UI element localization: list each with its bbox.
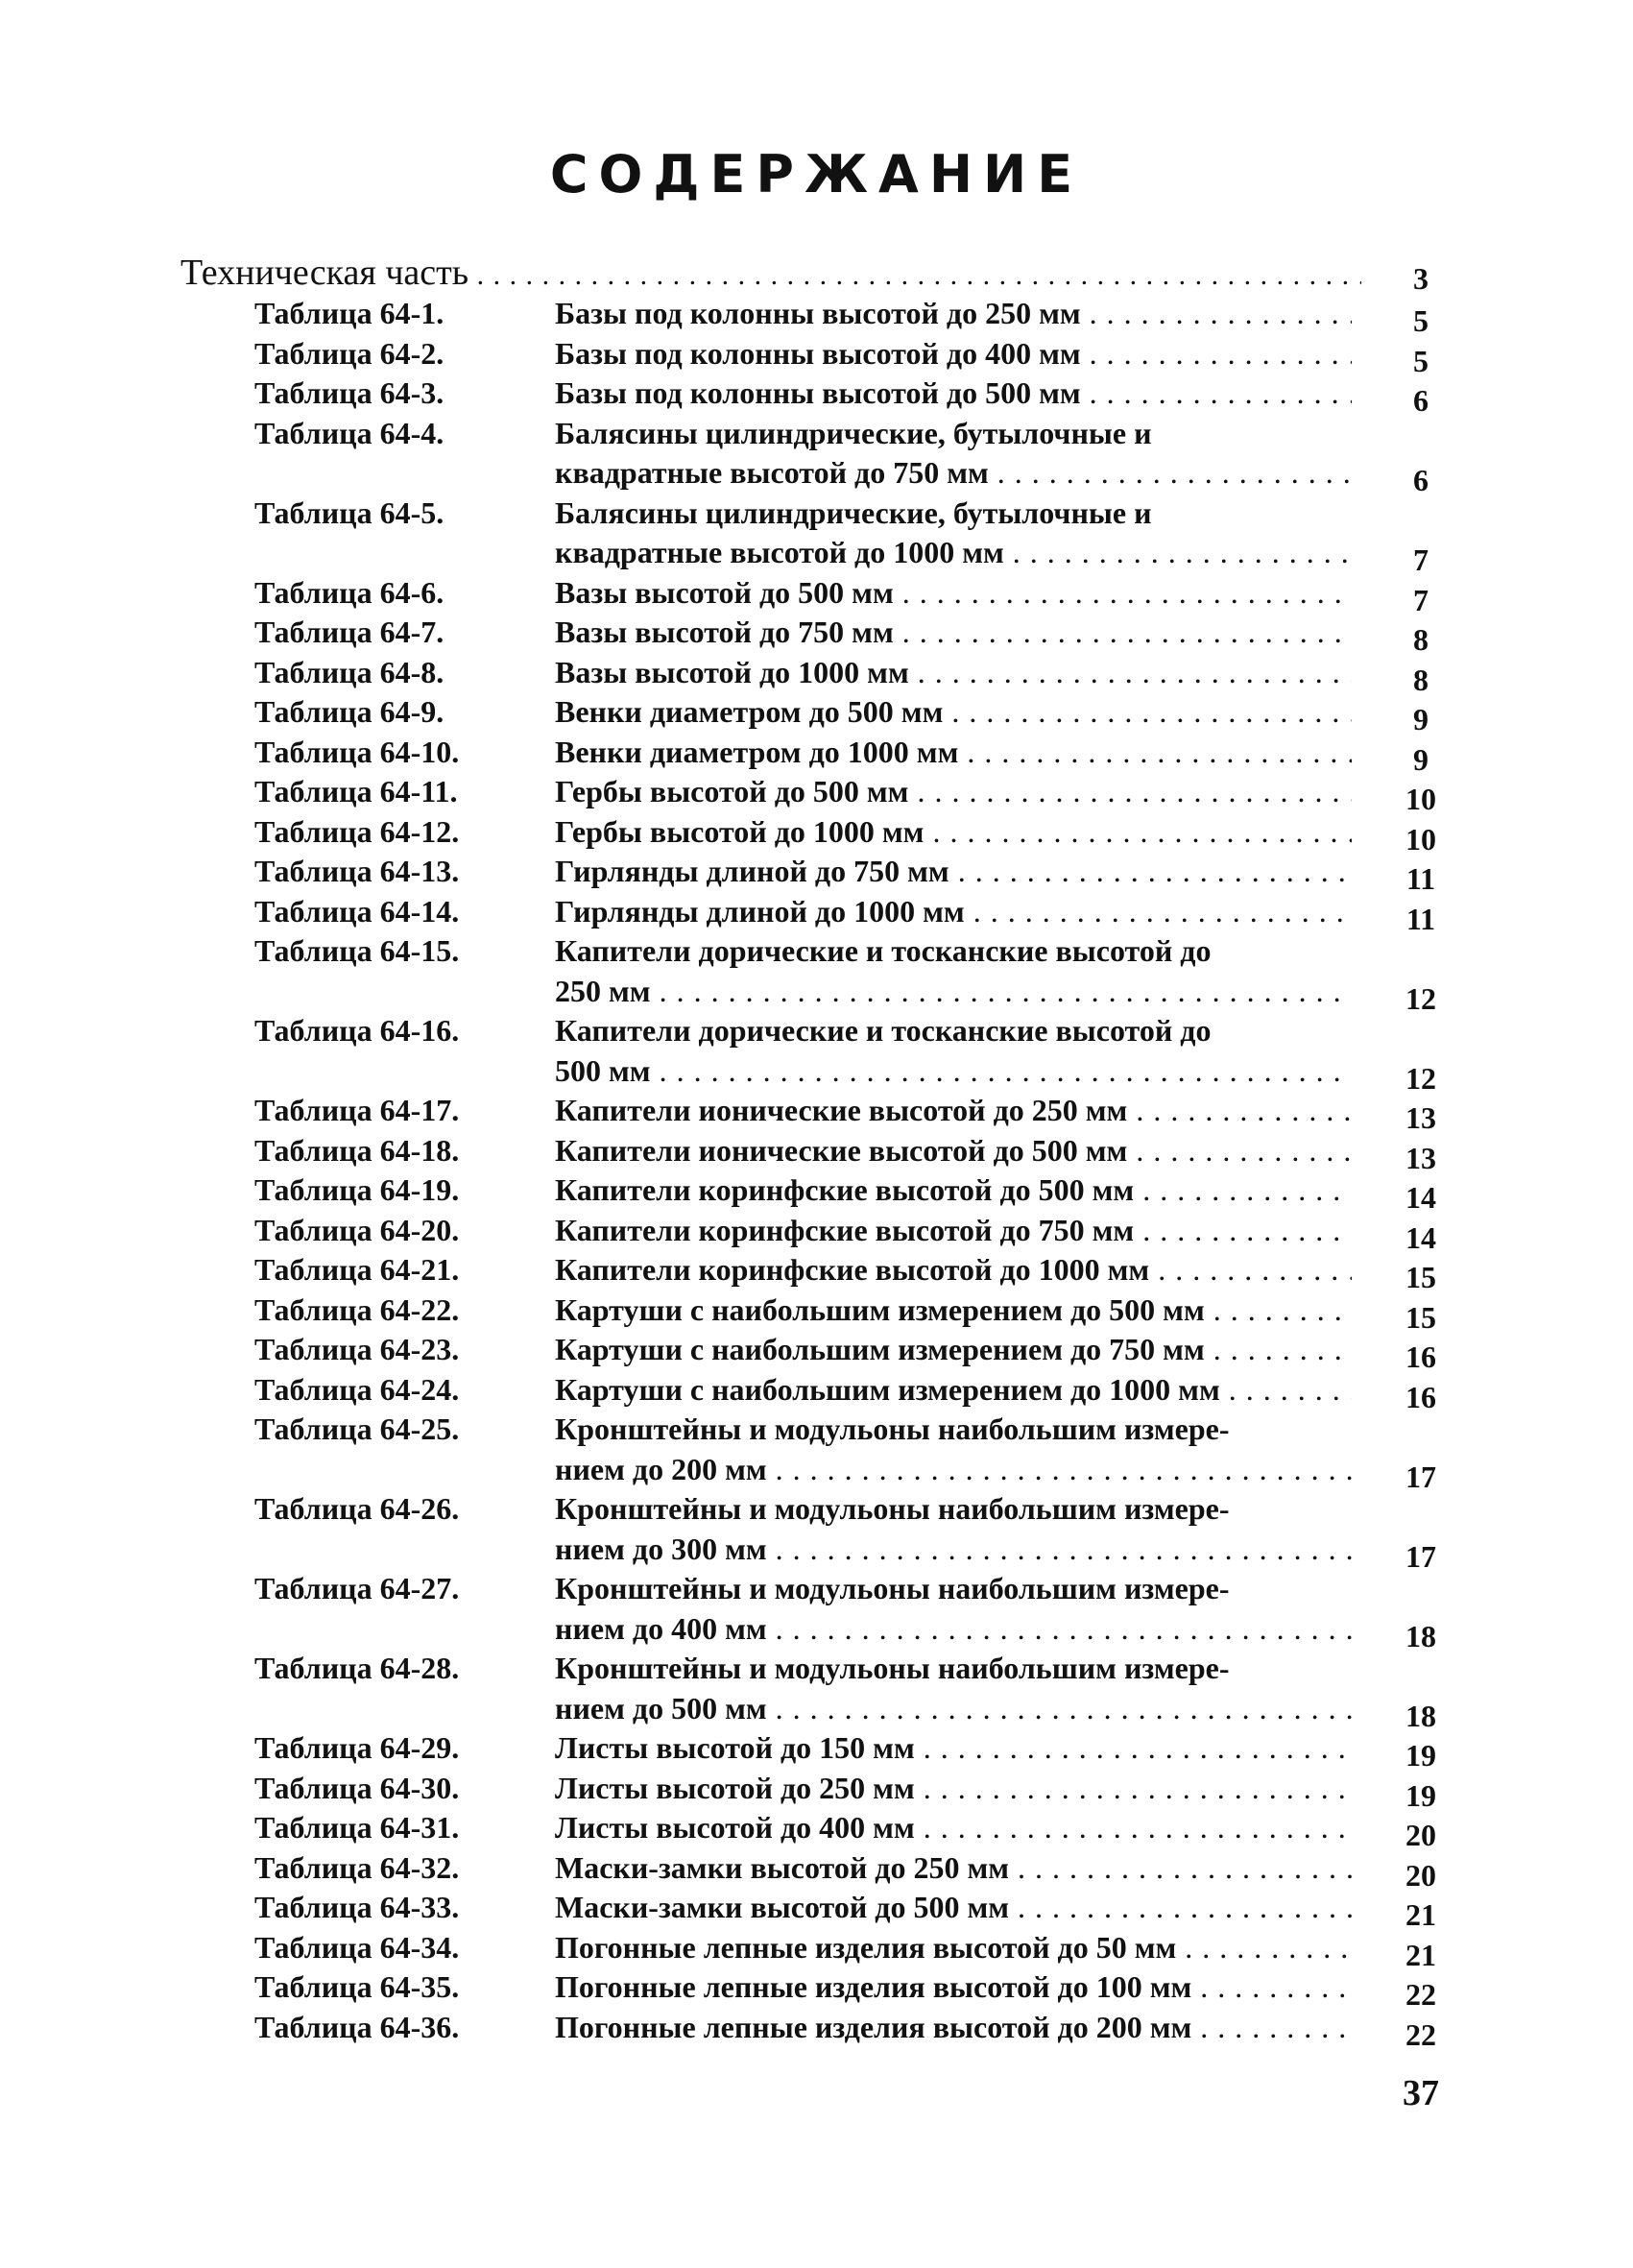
toc-entry-page: 16 — [1405, 1379, 1436, 1414]
toc-entry[interactable] — [0, 1489, 1633, 1574]
toc-entry-title — [555, 1291, 1352, 1331]
toc-entry-title — [555, 1888, 1352, 1928]
toc-entry-number: Таблица 64-11. — [254, 774, 458, 808]
toc-entry-number: Таблица 64-32. — [254, 1849, 460, 1885]
toc-entry-title — [555, 1569, 1352, 1649]
toc-entry-number: Таблица 64-13. — [254, 854, 460, 888]
toc-entry-title-line: Венки диаметром до 1000 мм . . . — [555, 733, 1352, 773]
toc-entry-number: Таблица 64-34. — [254, 1929, 460, 1965]
toc-entry[interactable] — [0, 772, 1633, 816]
toc-section-row[interactable] — [0, 252, 1633, 294]
toc-entry-title-line: Гирлянды длиной до 1000 мм . . . — [555, 892, 1352, 932]
toc-entry-title-line: Капители дорические и тосканские высотой до — [555, 1013, 1212, 1048]
toc-entry[interactable] — [0, 692, 1633, 736]
toc-entry-number: Таблица 64-1. — [254, 296, 444, 330]
toc-entry-number: Таблица 64-15. — [254, 933, 460, 968]
toc-entry-title-line: нием до 300 мм . . . — [555, 1530, 1352, 1570]
toc-entry-title-line: Погонные лепные изделия высотой до 100 мм . . . — [555, 1967, 1352, 2008]
toc-entry-title — [555, 653, 1352, 693]
toc-entry-title-line: Погонные лепные изделия высотой до 200 мм . . . — [555, 2008, 1352, 2048]
toc-entry-title-line: Гирлянды длиной до 750 мм . . . — [555, 852, 1352, 892]
toc-entry-title-line: Вазы высотой до 750 мм . . . — [555, 613, 1352, 653]
toc-entry-title-line: Листы высотой до 250 мм . . . — [555, 1769, 1352, 1809]
toc-entry-title — [555, 812, 1352, 853]
toc-entry-title — [555, 1928, 1352, 1968]
toc-entry-number: Таблица 64-25. — [254, 1411, 460, 1446]
toc-entry-page: 22 — [1405, 2016, 1436, 2052]
toc-entry-title — [555, 733, 1352, 773]
toc-entry-title-line: нием до 400 мм . . . — [555, 1609, 1352, 1650]
toc-entry[interactable] — [0, 2008, 1633, 2052]
toc-section-page: 3 — [1413, 261, 1429, 296]
toc-entry[interactable] — [0, 613, 1633, 657]
toc-entry-page: 18 — [1405, 1698, 1436, 1733]
toc-entry-title-line: Картуши с наибольшим измерением до 750 мм . . . — [555, 1330, 1352, 1370]
toc-entry-title — [555, 334, 1352, 374]
toc-entry[interactable] — [0, 1250, 1633, 1294]
toc-entry-page: 22 — [1405, 1977, 1436, 2012]
toc-entry-number: Таблица 64-8. — [254, 654, 444, 689]
toc-entry-title-line: Гербы высотой до 1000 мм . . . — [555, 812, 1352, 853]
toc-entry[interactable] — [0, 334, 1633, 378]
toc-entry-number: Таблица 64-6. — [254, 574, 444, 610]
toc-entry-page: 8 — [1413, 622, 1429, 657]
toc-entry-title — [555, 1649, 1352, 1728]
toc-entry-page: 17 — [1405, 1459, 1436, 1494]
toc-entry[interactable] — [0, 733, 1633, 777]
toc-entry-page: 6 — [1413, 383, 1429, 418]
toc-entry-page: 11 — [1405, 861, 1436, 896]
toc-entry-page: 7 — [1413, 582, 1429, 617]
toc-entry-title — [555, 1330, 1352, 1370]
toc-entry-title — [555, 1728, 1352, 1769]
toc-entry-title — [555, 1250, 1352, 1291]
toc-entry-page: 20 — [1405, 1857, 1436, 1893]
toc-entry-title-line: Вазы высотой до 1000 мм . . . — [555, 653, 1352, 693]
toc-entry[interactable] — [0, 1370, 1633, 1414]
toc-entry-title — [555, 414, 1352, 494]
toc-entry-title — [555, 494, 1352, 573]
toc-entry-page: 18 — [1405, 1618, 1436, 1653]
toc-entry[interactable] — [0, 1928, 1633, 1972]
toc-entry-title-line: нием до 200 мм . . . — [555, 1450, 1352, 1490]
toc-entry-page: 9 — [1413, 741, 1429, 777]
toc-section-label: Техническая часть . . . — [180, 252, 1361, 294]
toc-entry-page: 5 — [1413, 303, 1429, 338]
toc-entry-title — [555, 2008, 1352, 2048]
toc-entry-page: 19 — [1405, 1738, 1436, 1773]
toc-entry-title-line: квадратные высотой до 1000 мм . . . — [555, 533, 1352, 573]
toc-entry-title-line: Листы высотой до 150 мм . . . — [555, 1728, 1352, 1769]
toc-entry-title — [555, 1967, 1352, 2008]
toc-entry-number: Таблица 64-4. — [254, 415, 444, 450]
toc-entry-title-line: 500 мм . . . — [555, 1051, 1352, 1092]
toc-entry-title-line: Картуши с наибольшим измерением до 1000 мм . . . — [555, 1370, 1352, 1411]
toc-entry[interactable] — [0, 1808, 1633, 1852]
toc-entry-page: 12 — [1405, 1060, 1436, 1096]
toc-entry-page: 11 — [1405, 901, 1436, 936]
toc-entry[interactable] — [0, 1848, 1633, 1893]
toc-entry-title — [555, 1131, 1352, 1171]
toc-entry[interactable] — [0, 1170, 1633, 1215]
toc-entry-title-line: Кронштейны и модульоны наибольшим измере- — [555, 1411, 1230, 1446]
toc-entry-page: 14 — [1405, 1219, 1436, 1255]
toc-entry-page: 9 — [1413, 702, 1429, 736]
toc-entry-title-line: Капители коринфские высотой до 500 мм . . . — [555, 1170, 1352, 1211]
toc-entry-title-line: Погонные лепные изделия высотой до 50 мм . . . — [555, 1928, 1352, 1968]
toc-entry-title-line: Балясины цилиндрические, бутылочные и — [555, 495, 1152, 530]
toc-entry-number: Таблица 64-30. — [254, 1770, 460, 1805]
toc-entry-title-line: 250 мм . . . — [555, 972, 1352, 1012]
toc-entry-title-line: Картуши с наибольшим измерением до 500 мм . . . — [555, 1291, 1352, 1331]
page-number: 37 — [1403, 2073, 1439, 2113]
toc-entry-page: 15 — [1405, 1260, 1436, 1294]
toc-entry-title-line: Листы высотой до 400 мм . . . — [555, 1808, 1352, 1848]
toc-entry-title — [555, 931, 1352, 1011]
toc-entry[interactable] — [0, 852, 1633, 896]
toc-entry-number: Таблица 64-22. — [254, 1291, 460, 1327]
toc-entry-number: Таблица 64-29. — [254, 1730, 460, 1765]
toc-entry[interactable] — [0, 494, 1633, 577]
toc-entry[interactable] — [0, 1330, 1633, 1374]
toc-entry-title-line: Капители коринфские высотой до 750 мм . . . — [555, 1211, 1352, 1251]
toc-entry-number: Таблица 64-18. — [254, 1132, 460, 1168]
toc-entry-title — [555, 1091, 1352, 1131]
toc-entry-page: 21 — [1405, 1897, 1436, 1932]
toc-entry[interactable] — [0, 1410, 1633, 1494]
toc-entry-title — [555, 1848, 1352, 1889]
toc-entry-page: 17 — [1405, 1538, 1436, 1574]
toc-entry[interactable] — [0, 1569, 1633, 1653]
toc-entry-title-line: Базы под колонны высотой до 400 мм . . . — [555, 334, 1352, 374]
toc-entry-number: Таблица 64-17. — [254, 1093, 460, 1127]
toc-entry-number: Таблица 64-19. — [254, 1172, 460, 1207]
toc-entry-title — [555, 892, 1352, 932]
toc-entry-page: 15 — [1405, 1299, 1436, 1335]
toc-entry-page: 12 — [1405, 980, 1436, 1016]
toc-entry-title-line: Венки диаметром до 500 мм . . . — [555, 692, 1352, 733]
toc-entry-number: Таблица 64-33. — [254, 1890, 460, 1924]
toc-entry[interactable] — [0, 1091, 1633, 1135]
toc-entry-title-line: Кронштейны и модульоны наибольшим измере- — [555, 1491, 1230, 1526]
toc-entry-title — [555, 294, 1352, 334]
toc-entry-number: Таблица 64-7. — [254, 615, 444, 649]
toc-entry-title — [555, 1808, 1352, 1848]
toc-entry-number: Таблица 64-24. — [254, 1371, 460, 1407]
toc-entry-title-line: Маски-замки высотой до 250 мм . . . — [555, 1848, 1352, 1889]
toc-entry-number: Таблица 64-35. — [254, 1969, 460, 2004]
toc-entry-page: 13 — [1405, 1100, 1436, 1135]
toc-entry-number: Таблица 64-16. — [254, 1013, 460, 1048]
toc-entry-number: Таблица 64-9. — [254, 694, 444, 729]
toc-entry[interactable] — [0, 374, 1633, 418]
toc-entry-title — [555, 1769, 1352, 1809]
toc-entry-number: Таблица 64-12. — [254, 813, 460, 849]
toc-entry-title-line: Капители дорические и тосканские высотой до — [555, 933, 1212, 968]
toc-entry[interactable] — [0, 1131, 1633, 1175]
toc-entry-title — [555, 1011, 1352, 1091]
toc-entry[interactable] — [0, 1769, 1633, 1813]
toc-entry-number: Таблица 64-21. — [254, 1252, 460, 1287]
toc-entry-page: 21 — [1405, 1937, 1436, 1972]
toc-entry[interactable] — [0, 1967, 1633, 2012]
toc-entry[interactable] — [0, 1011, 1633, 1096]
toc-entry-title — [555, 1211, 1352, 1251]
toc-entry[interactable] — [0, 1649, 1633, 1733]
toc-entry-page: 5 — [1413, 343, 1429, 378]
toc-entry-title-line: Кронштейны и модульоны наибольшим измере- — [555, 1571, 1230, 1605]
toc-entry-title-line: Кронштейны и модульоны наибольшим измере- — [555, 1651, 1230, 1685]
toc-entry[interactable] — [0, 1211, 1633, 1255]
toc-entry[interactable] — [0, 1728, 1633, 1773]
toc-entry-title — [555, 852, 1352, 892]
toc-entry-title — [555, 1170, 1352, 1211]
toc-entry-number: Таблица 64-23. — [254, 1332, 460, 1366]
toc-entry-title — [555, 772, 1352, 812]
toc-entry-title-line: Балясины цилиндрические, бутылочные и — [555, 415, 1152, 450]
toc-entry[interactable] — [0, 414, 1633, 497]
toc-entry-page: 14 — [1405, 1180, 1436, 1215]
toc-entry-page: 6 — [1413, 463, 1429, 497]
toc-entry-number: Таблица 64-14. — [254, 893, 460, 929]
toc-entry-page: 8 — [1413, 662, 1429, 697]
toc-entry-page: 10 — [1405, 821, 1436, 857]
toc-entry-title-line: Вазы высотой до 500 мм . . . — [555, 573, 1352, 614]
toc-entry-title-line: Капители ионические высотой до 500 мм . . . — [555, 1131, 1352, 1171]
toc-entry-number: Таблица 64-5. — [254, 495, 444, 530]
toc-entry[interactable] — [0, 1291, 1633, 1335]
toc-entry-number: Таблица 64-10. — [254, 734, 460, 769]
toc-entry-page: 10 — [1405, 782, 1436, 816]
toc-entry[interactable] — [0, 1888, 1633, 1932]
toc-entry-title-line: квадратные высотой до 750 мм . . . — [555, 453, 1352, 494]
toc-entry-number: Таблица 64-26. — [254, 1491, 460, 1526]
table-of-contents — [0, 252, 1633, 2052]
toc-entry-title-line: Капители ионические высотой до 250 мм . . . — [555, 1091, 1352, 1131]
toc-entry-number: Таблица 64-28. — [254, 1651, 460, 1685]
toc-entry-page: 13 — [1405, 1140, 1436, 1175]
toc-entry[interactable] — [0, 294, 1633, 338]
toc-entry-number: Таблица 64-36. — [254, 2009, 460, 2044]
toc-entry-title-line: Гербы высотой до 500 мм . . . — [555, 772, 1352, 812]
toc-entry-title — [555, 692, 1352, 733]
toc-entry-page: 7 — [1413, 543, 1429, 577]
toc-entry[interactable] — [0, 931, 1633, 1016]
toc-entry-number: Таблица 64-3. — [254, 375, 444, 410]
toc-entry-number: Таблица 64-31. — [254, 1810, 460, 1845]
toc-entry-title — [555, 1489, 1352, 1569]
toc-entry-number: Таблица 64-2. — [254, 335, 444, 371]
toc-entry[interactable] — [0, 653, 1633, 697]
toc-entry[interactable] — [0, 573, 1633, 617]
toc-entry-title — [555, 1370, 1352, 1411]
toc-entry-page: 16 — [1405, 1339, 1436, 1374]
toc-entry-title-line: Базы под колонны высотой до 500 мм . . . — [555, 374, 1352, 414]
toc-entry-title — [555, 374, 1352, 414]
toc-entry-number: Таблица 64-27. — [254, 1571, 460, 1605]
toc-entry-page: 19 — [1405, 1777, 1436, 1813]
toc-entry[interactable] — [0, 892, 1633, 936]
toc-entry[interactable] — [0, 812, 1633, 857]
page-title: СОДЕРЖАНИЕ — [549, 144, 1084, 205]
toc-entry-title — [555, 613, 1352, 653]
toc-entry-number: Таблица 64-20. — [254, 1212, 460, 1247]
toc-entry-page: 20 — [1405, 1818, 1436, 1852]
toc-entry-title-line: нием до 500 мм . . . — [555, 1689, 1352, 1729]
toc-entry-title-line: Маски-замки высотой до 500 мм . . . — [555, 1888, 1352, 1928]
toc-entry-title — [555, 1410, 1352, 1489]
toc-entry-title-line: Базы под колонны высотой до 250 мм . . . — [555, 294, 1352, 334]
toc-entry-title-line: Капители коринфские высотой до 1000 мм . . . — [555, 1250, 1352, 1291]
toc-entry-title — [555, 573, 1352, 614]
